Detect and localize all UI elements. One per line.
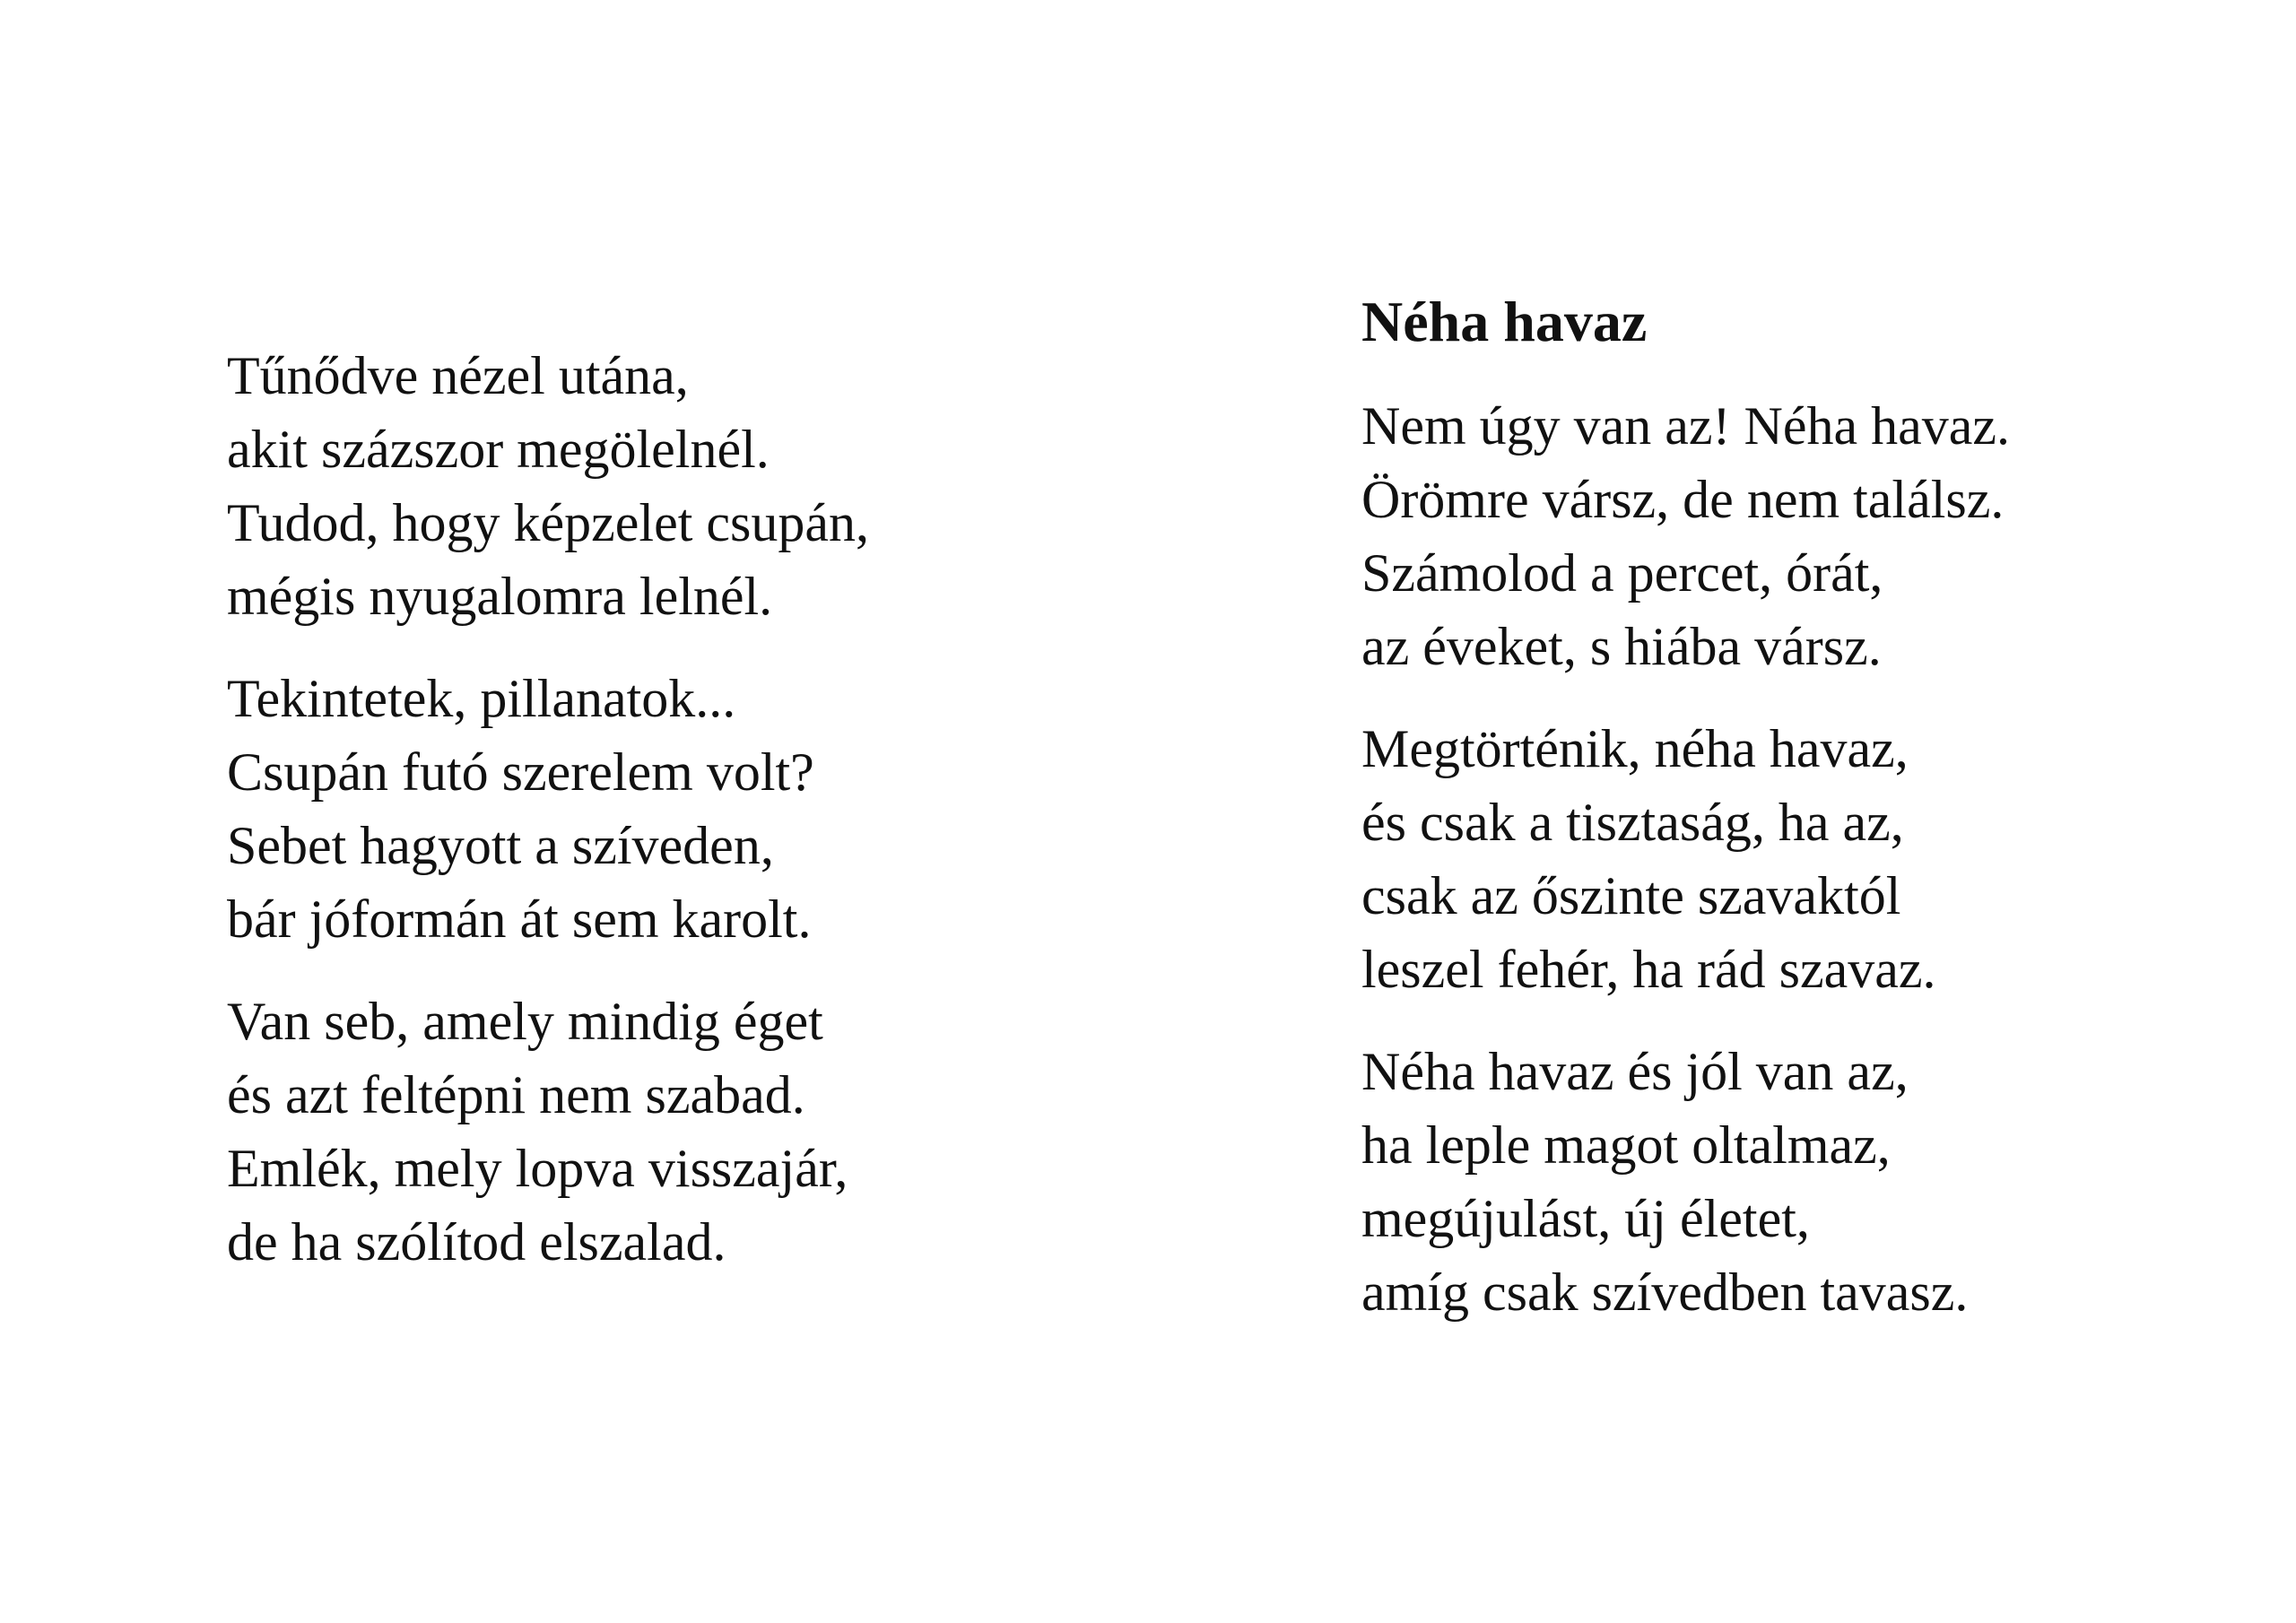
poem-line: Örömre vársz, de nem találsz. [1361, 470, 2005, 529]
poem-line: amíg csak szívedben tavasz. [1361, 1263, 1969, 1322]
poem-line: Nem úgy van az! Néha havaz. [1361, 396, 2010, 456]
poem-line: Emlék, mely lopva visszajár, [227, 1139, 848, 1198]
poem-line: Sebet hagyott a szíveden, [227, 816, 774, 875]
poem-line: leszel fehér, ha rád szavaz. [1361, 940, 1936, 999]
stanza [1361, 712, 2222, 1006]
poem-line: Néha havaz és jól van az, [1361, 1042, 1909, 1101]
right-poem [1361, 285, 2222, 1329]
poem-line: Megtörténik, néha havaz, [1361, 719, 1909, 778]
poem-line: az éveket, s hiába vársz. [1361, 617, 1882, 676]
poem-line: és azt feltépni nem szabad. [227, 1065, 805, 1124]
poem-line: Van seb, amely mindig éget [227, 992, 823, 1051]
poem-line: megújulást, új életet, [1361, 1189, 1810, 1248]
poem-line: akit százszor megölelnél. [227, 420, 770, 479]
poem-line: de ha szólítod elszalad. [227, 1212, 726, 1271]
stanza [227, 339, 1088, 633]
poem-line: Tudod, hogy képzelet csupán, [227, 493, 870, 552]
poem-line: csak az őszinte szavaktól [1361, 866, 1901, 925]
poem-line: Tekintetek, pillanatok... [227, 669, 736, 728]
left-poem [227, 339, 1088, 1279]
poem-line: és csak a tisztaság, ha az, [1361, 793, 1904, 852]
poem-line: ha leple magot oltalmaz, [1361, 1115, 1891, 1175]
poem-line: Tűnődve nézel utána, [227, 346, 689, 405]
poem-line: mégis nyugalomra lelnél. [227, 567, 773, 626]
poem-title: Néha havaz [1361, 290, 1648, 353]
poem-line: Csupán futó szerelem volt? [227, 742, 814, 802]
right-page [1148, 0, 2296, 1623]
poem-line: bár jóformán át sem karolt. [227, 890, 812, 949]
stanza [1361, 1035, 2222, 1329]
stanza [227, 985, 1088, 1279]
poem-line: Számolod a percet, órát, [1361, 543, 1883, 603]
stanza [227, 662, 1088, 956]
stanza [1361, 389, 2222, 683]
